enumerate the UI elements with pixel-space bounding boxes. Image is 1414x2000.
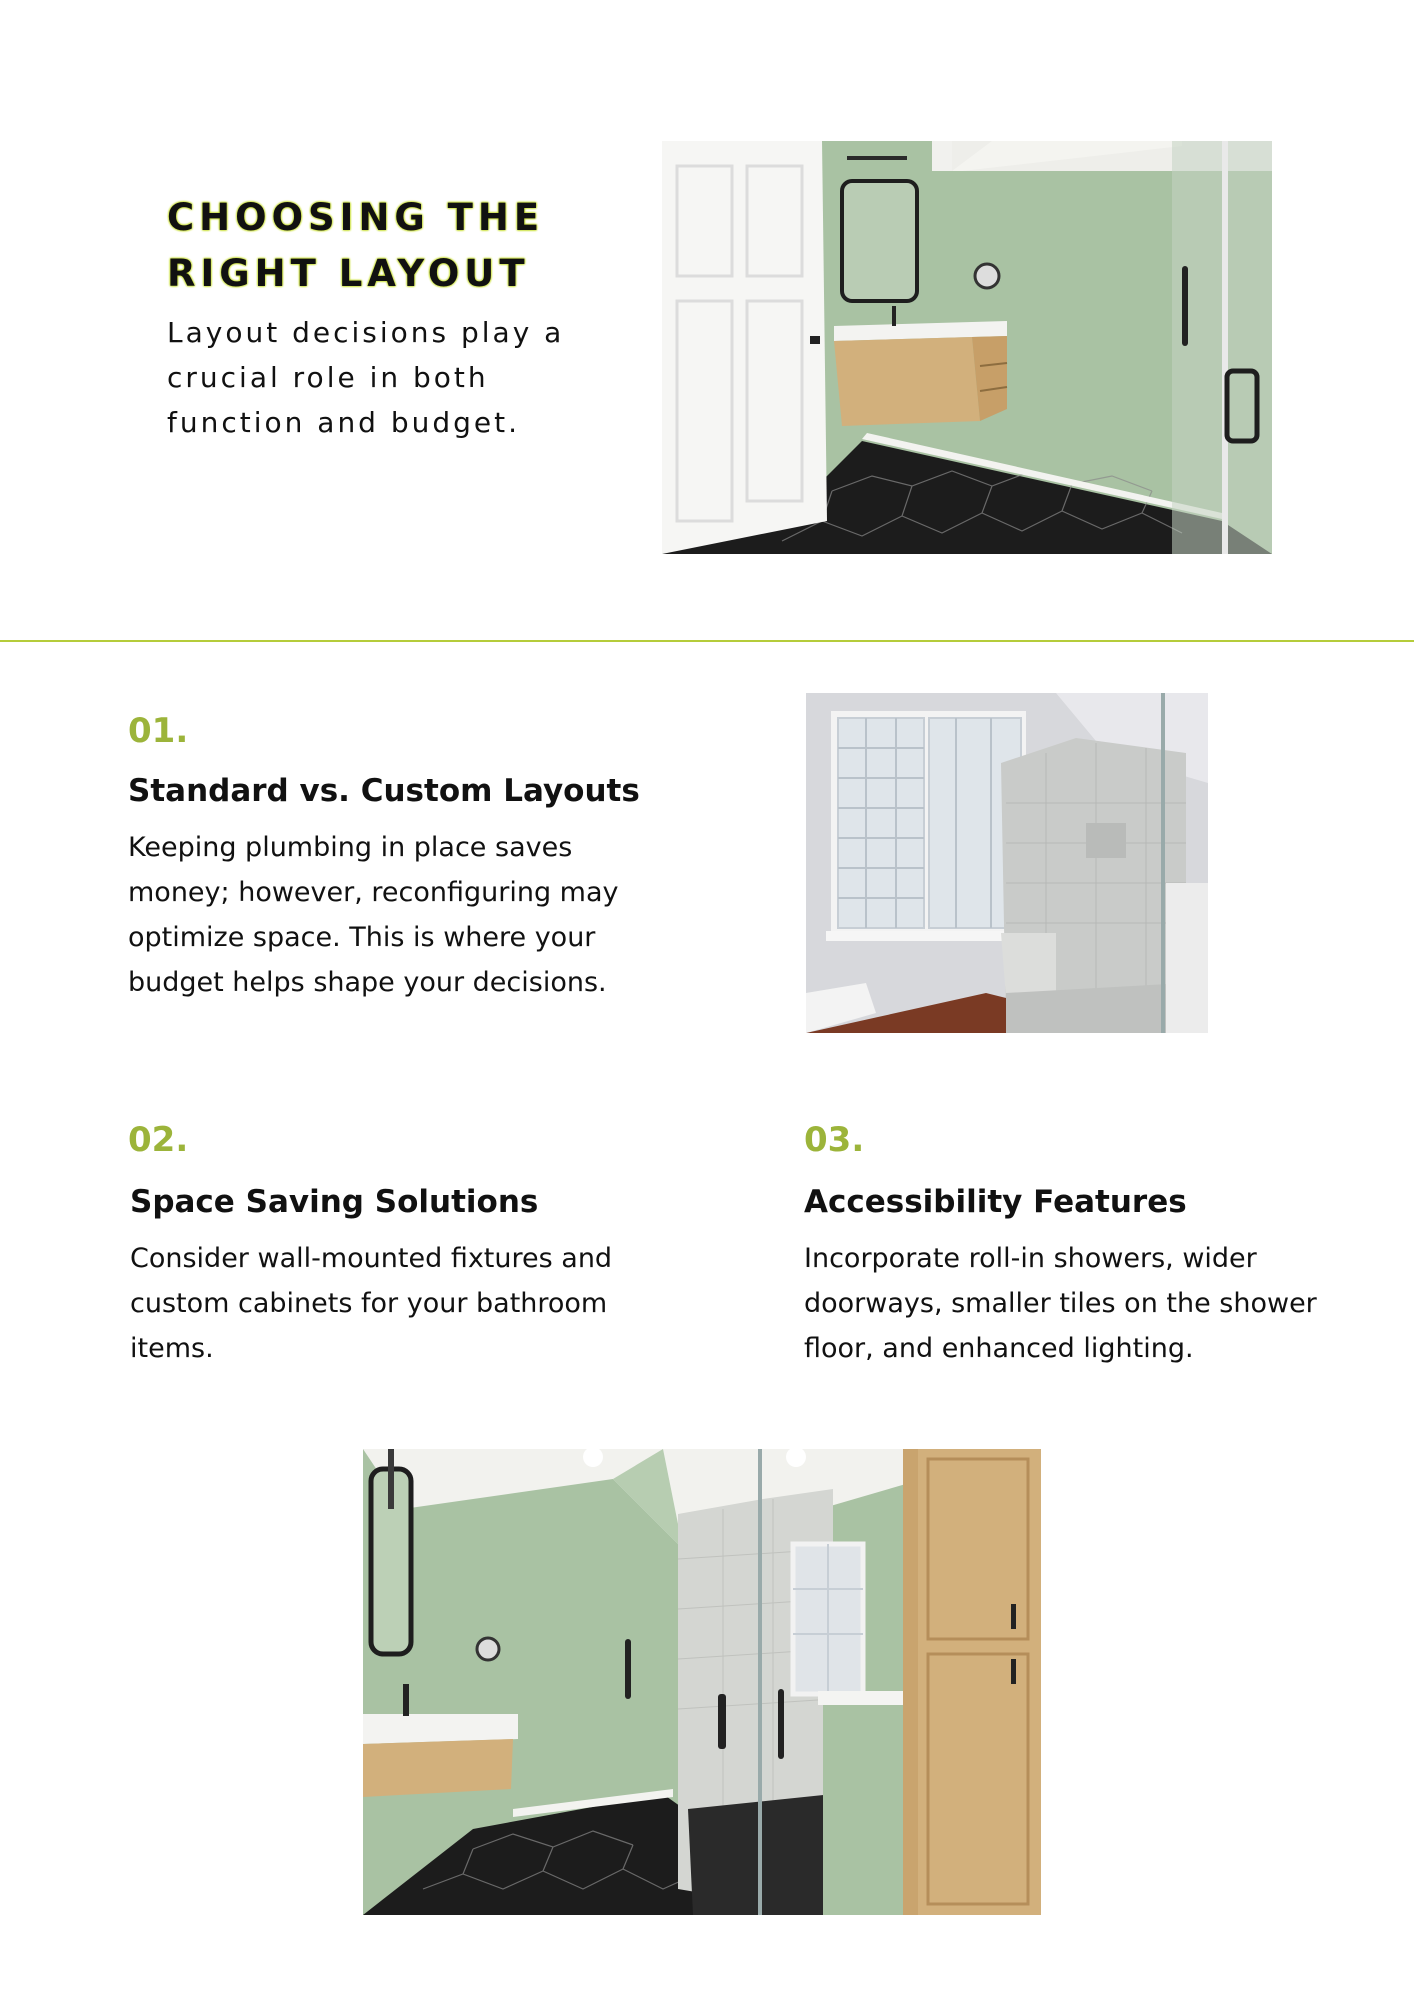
section-1-body: Keeping plumbing in place saves money; however, reconfiguring may optimize space. This is where your budget helps shape your decisions. [128, 832, 619, 998]
intro-text: Layout decisions play a crucial role in both function and budget. [167, 316, 565, 439]
section-1-number: 01. [128, 711, 189, 751]
section-3-body: Incorporate roll-in showers, wider doorways, smaller tiles on the shower floor, and enhanced lighting. [804, 1243, 1317, 1364]
title-line-2: RIGHT LAYOUT [167, 252, 530, 295]
section-3-heading: Accessibility Features [804, 1184, 1187, 1220]
section-2-heading: Space Saving Solutions [130, 1184, 539, 1220]
title-line-1: CHOOSING THE [167, 196, 545, 239]
bathroom-shower-photo [363, 1449, 1041, 1915]
section-2-number: 02. [128, 1120, 189, 1160]
bathroom-vanity-photo [662, 141, 1272, 554]
section-3-number: 03. [804, 1120, 865, 1160]
section-divider [0, 640, 1414, 642]
section-1-heading: Standard vs. Custom Layouts [128, 773, 640, 809]
page-title [167, 190, 544, 302]
section-2-body: Consider wall-mounted fixtures and custom cabinets for your bathroom items. [130, 1243, 613, 1364]
walk-in-shower-photo [806, 693, 1208, 1033]
